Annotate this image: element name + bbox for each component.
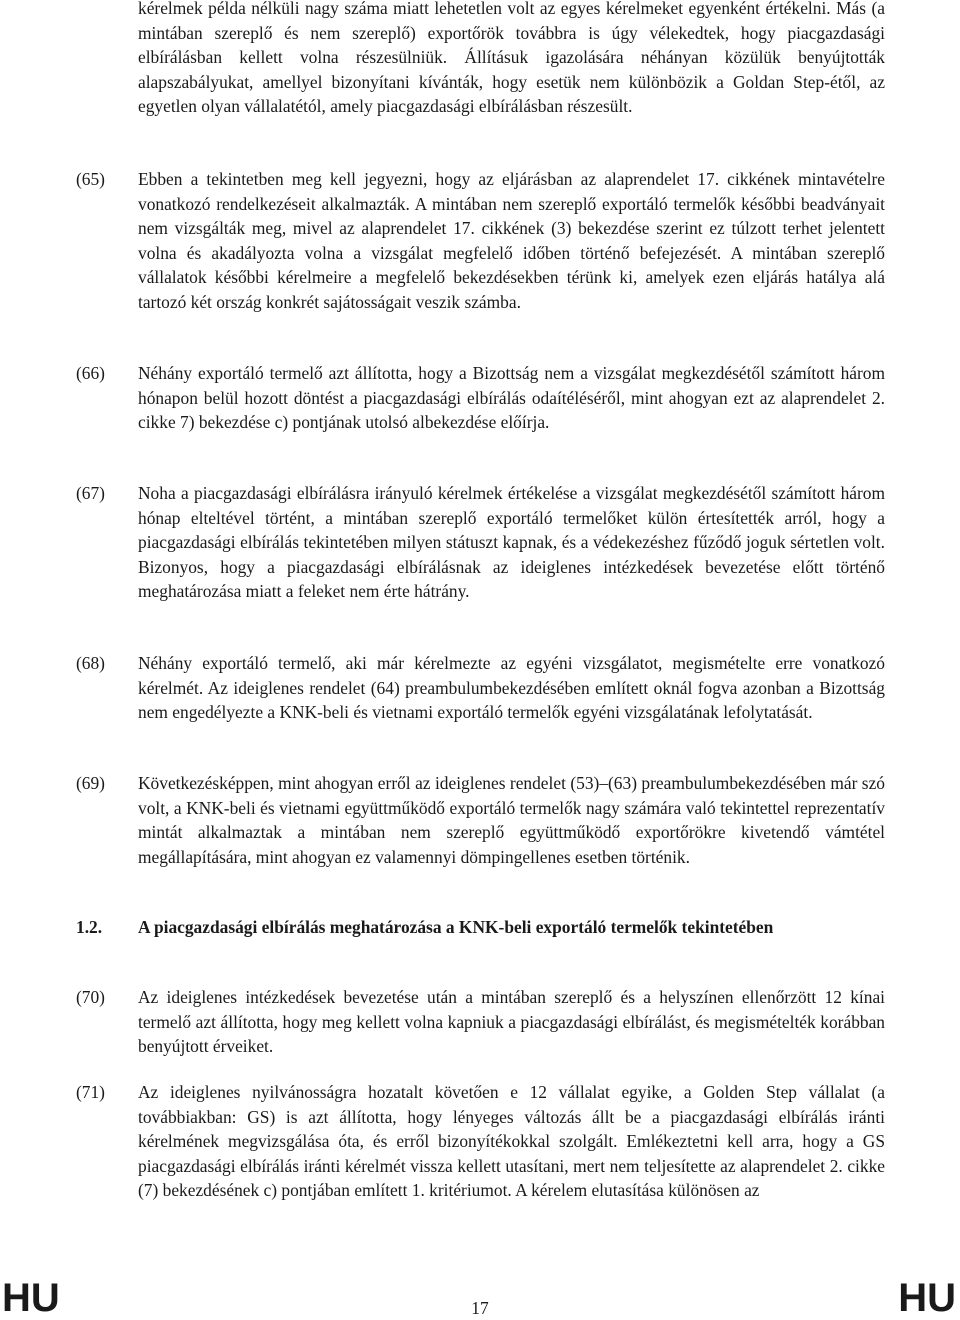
paragraph-69: Következésképpen, mint ahogyan erről az ideiglenes rendelet (53)–(63) preambulumbekezdésében már szó volt, a KNK-beli és vietnami együttműködő exportáló termelők nagy számára való tekintettel reprezentatív mintát alkalmaztak a mintában nem szereplő együttműködő exportőrökre kivetendő vámtétel megállapítására, mint ahogyan ez valamennyi dömpingellenes esetben történik. <box>138 773 885 867</box>
paragraph-71: Az ideiglenes nyilvánosságra hozatalt követően e 12 vállalat egyike, a Golden Step vállalat (a továbbiakban: GS) is azt állította, hogy lényeges változás állt be a piacgazdasági elbírálás iránti kérelmének megvizsgálása óta, és erről bizonyítékokkal szolgált. Emlékeztetni kell arra, hogy a GS piacgazdasági elbírálás iránti kérelmét vissza kellett utasítani, mert nem teljesítette az alaprendelet 2. cikke (7) bekezdésének c) pontjában említett 1. kritériumot. A kérelem elutasítása különösen az <box>138 1082 885 1201</box>
page-number: 17 <box>471 1298 489 1318</box>
paragraph-70: Az ideiglenes intézkedések bevezetése után a mintában szereplő és a helyszínen ellenőrzött 12 kínai termelő azt állította, hogy meg kellett volna kapniuk a piacgazdasági elbírálást, és megismételték korábban benyújtott érveiket. <box>138 987 885 1057</box>
paragraph-number-71: (71) <box>76 1082 105 1102</box>
intro-paragraph: kérelmek példa nélküli nagy száma miatt lehetetlen volt az egyes kérelmeket egyenként értékelni. Más (a mintában szereplő és nem szereplő) exportőrök továbbra is úgy vélekedtek, hogy piacgazdasági elbírálásban kellett volna részesülniük. Állításuk igazolására néhányan közülük benyújtották alapszabályukat, amellyel bizonyítani kívánták, hogy esetük nem különbözik a Goldan Step-étől, az egyetlen olyan vállalatétól, amely piacgazdasági elbírálásban részesült. <box>138 0 885 117</box>
footer-language-left: HU <box>2 1276 60 1320</box>
paragraph-number-66: (66) <box>76 363 105 383</box>
paragraph-number-65: (65) <box>76 169 105 189</box>
footer-language-right: HU <box>898 1276 956 1320</box>
section-heading: A piacgazdasági elbírálás meghatározása a KNK-beli exportáló termelők tekintetében <box>138 917 774 937</box>
paragraph-65: Ebben a tekintetben meg kell jegyezni, hogy az eljárásban az alaprendelet 17. cikkének mintavételre vonatkozó rendelkezéseit alkalmazták. A mintában nem szereplő exportáló termelők későbbi beadványait nem vizsgálták meg, mivel az alaprendelet 17. cikkének (3) bekezdése szerint ez túlzott terhet jelentett volna és akadályozta volna a vizsgálat megfelelő időben történő befejezését. A mintában szereplő vállalatok későbbi kérelmeire a megfelelő bekezdésekben térünk ki, amelyek ezen eljárás hatálya alá tartozó két ország konkrét sajátosságait veszik számba. <box>138 169 885 312</box>
paragraph-number-68: (68) <box>76 653 105 673</box>
section-number: 1.2. <box>76 917 103 937</box>
paragraph-number-70: (70) <box>76 987 105 1007</box>
paragraph-67: Noha a piacgazdasági elbírálásra irányuló kérelmek értékelése a vizsgálat megkezdésétől számított három hónap elteltével történt, a mintában szereplő exportáló termelőket külön értesítették arról, hogy a piacgazdasági elbírálás tekintetében milyen státuszt kapnak, és a védekezéshez fűződő joguk sértetlen volt. Bizonyos, hogy a piacgazdasági elbírálásnak az ideiglenes intézkedések bevezetése előtt történő meghatározása miatt a feleket nem érte hátrány. <box>138 483 885 602</box>
paragraph-number-67: (67) <box>76 483 105 503</box>
paragraph-number-69: (69) <box>76 773 105 793</box>
paragraph-66: Néhány exportáló termelő azt állította, hogy a Bizottság nem a vizsgálat megkezdésétől számított három hónapon belül hozott döntést a piacgazdasági elbírálás odaítéléséről, mint ahogyan ezt az alaprendelet 2. cikke 7) bekezdése c) pontjának utolsó albekezdése előírja. <box>138 363 885 433</box>
paragraph-68: Néhány exportáló termelő, aki már kérelmezte az egyéni vizsgálatot, megismételte erre vonatkozó kérelmét. Az ideiglenes rendelet (64) preambulumbekezdésében említett oknál fogva azonban a Bizottság nem engedélyezte a KNK-beli és vietnami exportáló termelők egyéni vizsgálatának lefolytatását. <box>138 653 885 723</box>
